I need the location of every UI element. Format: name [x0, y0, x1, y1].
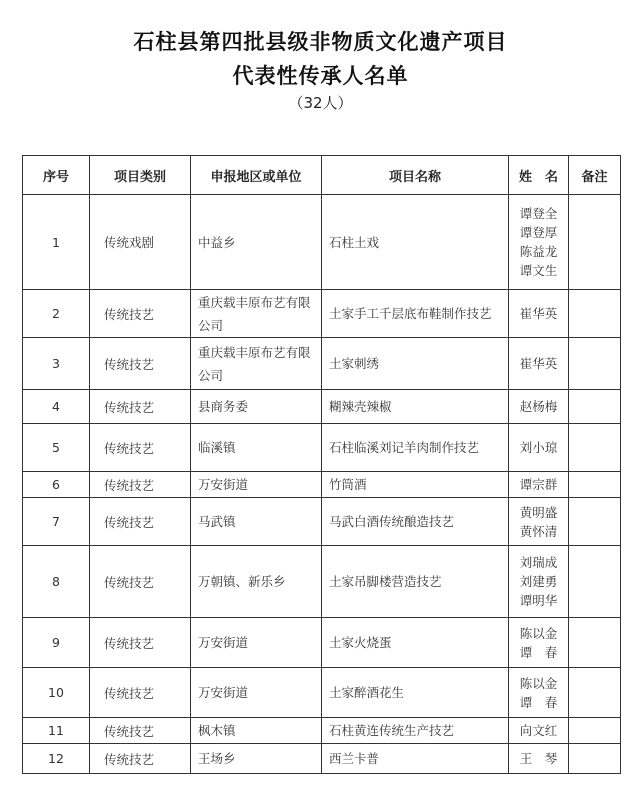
- cell-project: 土家火烧蛋: [322, 618, 509, 668]
- cell-remark: [569, 195, 621, 290]
- cell-project: 糊辣壳辣椒: [322, 390, 509, 424]
- cell-category: 传统技艺: [90, 668, 191, 718]
- cell-person: [509, 290, 569, 338]
- cell-no: 1: [23, 195, 90, 290]
- cell-project: 土家醉酒花生: [322, 668, 509, 718]
- person-name: 陈以金: [519, 675, 558, 691]
- person-name: 谭宗群: [519, 477, 558, 492]
- person-name: 谭 春: [519, 694, 558, 710]
- cell-category: 传统技艺: [90, 546, 191, 618]
- document-title-line2: 代表性传承人名单: [232, 63, 409, 88]
- person-name: 陈益龙: [519, 244, 558, 259]
- cell-category: 传统技艺: [90, 718, 191, 744]
- cell-person: [509, 744, 569, 774]
- cell-remark: [569, 744, 621, 774]
- cell-remark: [569, 498, 621, 546]
- cell-no: 3: [23, 338, 90, 390]
- cell-category: 传统技艺: [90, 338, 191, 390]
- table-row: [23, 424, 621, 472]
- header-no: 序号: [23, 156, 90, 195]
- cell-category: 传统技艺: [90, 424, 191, 472]
- person-name: 王 琴: [519, 751, 558, 766]
- cell-remark: [569, 668, 621, 718]
- cell-person: [509, 498, 569, 546]
- person-name: 谭登厚: [519, 225, 558, 240]
- cell-project: 石柱临溪刘记羊肉制作技艺: [322, 424, 509, 472]
- table-row: [23, 744, 621, 774]
- table-row: [23, 618, 621, 668]
- cell-category: 传统技艺: [90, 744, 191, 774]
- person-name: 向文红: [519, 723, 558, 738]
- header-category: 项目类别: [90, 156, 191, 195]
- cell-unit: 万安街道: [191, 668, 322, 718]
- cell-unit: 万朝镇、新乐乡: [191, 546, 322, 618]
- cell-no: 5: [23, 424, 90, 472]
- cell-unit: 万安街道: [191, 618, 322, 668]
- cell-project: 石柱土戏: [322, 195, 509, 290]
- cell-no: 9: [23, 618, 90, 668]
- cell-no: 7: [23, 498, 90, 546]
- cell-unit: 重庆载丰原布艺有限公司: [191, 290, 322, 338]
- person-name: 赵杨梅: [519, 399, 558, 414]
- cell-unit: 县商务委: [191, 390, 322, 424]
- table-row: [23, 498, 621, 546]
- cell-category: 传统技艺: [90, 618, 191, 668]
- cell-remark: [569, 424, 621, 472]
- cell-no: 6: [23, 472, 90, 498]
- person-name: 谭明华: [519, 593, 558, 608]
- table-row: [23, 546, 621, 618]
- cell-remark: [569, 390, 621, 424]
- cell-person: [509, 718, 569, 744]
- cell-person: [509, 668, 569, 718]
- header-remark: 备注: [569, 156, 621, 195]
- cell-person: [509, 472, 569, 498]
- person-name: 黄明盛: [519, 504, 558, 520]
- person-name: 谭登全: [519, 206, 558, 221]
- cell-project: 土家吊脚楼营造技艺: [322, 546, 509, 618]
- cell-unit: 临溪镇: [191, 424, 322, 472]
- cell-person: [509, 390, 569, 424]
- cell-no: 2: [23, 290, 90, 338]
- cell-person: [509, 338, 569, 390]
- table-row: [23, 338, 621, 390]
- cell-no: 4: [23, 390, 90, 424]
- table-row: [23, 390, 621, 424]
- inheritor-count: （32人）: [288, 94, 353, 112]
- cell-category: 传统技艺: [90, 498, 191, 546]
- cell-unit: 马武镇: [191, 498, 322, 546]
- cell-person: [509, 546, 569, 618]
- table-row: [23, 472, 621, 498]
- cell-category: 传统戏剧: [90, 195, 191, 290]
- person-name: 陈以金: [519, 625, 558, 641]
- person-name: 黄怀清: [519, 523, 558, 539]
- cell-category: 传统技艺: [90, 390, 191, 424]
- cell-unit: 中益乡: [191, 195, 322, 290]
- table-row: [23, 290, 621, 338]
- cell-project: 竹筒酒: [322, 472, 509, 498]
- header-project: 项目名称: [322, 156, 509, 195]
- person-name: 谭 春: [519, 644, 558, 660]
- document-title-line1: 石柱县第四批县级非物质文化遗产项目: [133, 29, 508, 54]
- cell-unit: 王场乡: [191, 744, 322, 774]
- cell-person: [509, 195, 569, 290]
- cell-no: 8: [23, 546, 90, 618]
- person-name: 崔华英: [519, 306, 558, 321]
- table-row: [23, 718, 621, 744]
- header-name: 姓 名: [509, 156, 569, 195]
- table-row: [23, 668, 621, 718]
- cell-person: [509, 424, 569, 472]
- inheritor-table: [22, 155, 621, 774]
- cell-remark: [569, 718, 621, 744]
- cell-project: 西兰卡普: [322, 744, 509, 774]
- person-name: 刘建勇: [519, 574, 558, 589]
- cell-remark: [569, 618, 621, 668]
- cell-remark: [569, 290, 621, 338]
- person-name: 刘小琼: [519, 440, 558, 455]
- cell-remark: [569, 338, 621, 390]
- cell-project: 土家手工千层底布鞋制作技艺: [322, 290, 509, 338]
- table-body: [23, 195, 621, 774]
- cell-project: 石柱黄连传统生产技艺: [322, 718, 509, 744]
- cell-unit: 重庆载丰原布艺有限公司: [191, 338, 322, 390]
- cell-remark: [569, 472, 621, 498]
- person-name: 谭文生: [519, 263, 558, 278]
- person-name: 崔华英: [519, 356, 558, 371]
- cell-category: 传统技艺: [90, 472, 191, 498]
- person-name: 刘瑞成: [519, 555, 558, 570]
- cell-person: [509, 618, 569, 668]
- cell-category: 传统技艺: [90, 290, 191, 338]
- cell-no: 11: [23, 718, 90, 744]
- cell-remark: [569, 546, 621, 618]
- table-row: [23, 195, 621, 290]
- cell-project: 土家刺绣: [322, 338, 509, 390]
- cell-no: 10: [23, 668, 90, 718]
- table-header-row: [23, 156, 621, 195]
- cell-project: 马武白酒传统酿造技艺: [322, 498, 509, 546]
- cell-no: 12: [23, 744, 90, 774]
- cell-unit: 万安街道: [191, 472, 322, 498]
- cell-unit: 枫木镇: [191, 718, 322, 744]
- header-unit: 申报地区或单位: [191, 156, 322, 195]
